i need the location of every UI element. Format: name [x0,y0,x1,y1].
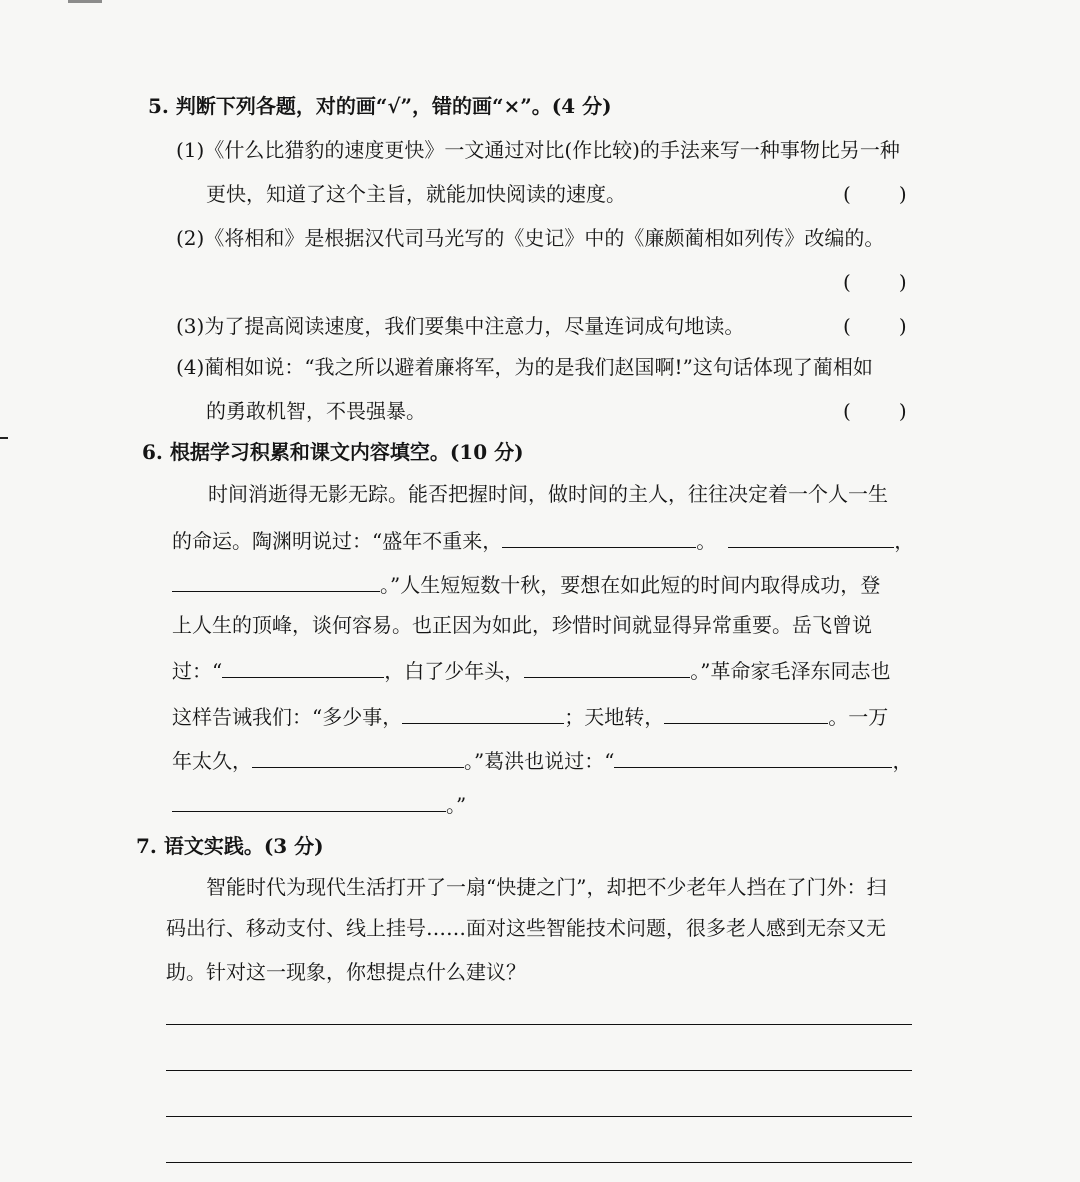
scan-mark-top [68,0,102,3]
fill-blank-1[interactable] [502,525,696,548]
q5-item4-line2: 的勇敢机智，不畏强暴。 [206,399,426,423]
q6-paragraph-line3: 。”人生短短数十秋，要想在如此短的时间内取得成功，登 [172,569,880,599]
fill-blank-9[interactable] [614,745,892,768]
answer-line-4[interactable] [166,1162,912,1163]
q5-item3-line1: (3)为了提高阅读速度，我们要集中注意力，尽量连词成句地读。 [176,314,745,338]
fill-blank-8[interactable] [252,745,464,768]
scan-mark-left [0,437,8,439]
answer-line-2[interactable] [166,1070,912,1071]
fill-blank-4[interactable] [222,655,384,678]
q5-item3-answer-box[interactable]: ( ) [843,314,907,338]
q6-title: 6. 根据学习积累和课文内容填空。(10 分) [142,440,524,464]
fill-blank-5[interactable] [524,655,690,678]
q7-paragraph-line3: 助。针对这一现象，你想提点什么建议？ [166,960,526,984]
answer-line-3[interactable] [166,1116,912,1117]
q6-paragraph-line2: 的命运。陶渊明说过：“盛年不重来， 。 ， [172,525,914,555]
fill-blank-2[interactable] [728,525,894,548]
fill-blank-3[interactable] [172,569,380,592]
q6-paragraph-line7: 年太久， 。”葛洪也说过：“ ， [172,745,912,775]
q5-title: 5. 判断下列各题，对的画“√”，错的画“×”。(4 分) [148,94,612,118]
q5-item1-line1: (1)《什么比猎豹的速度更快》一文通过对比(作比较)的手法来写一种事物比另一种 [176,138,900,162]
fill-blank-10[interactable] [172,789,446,812]
fill-blank-7[interactable] [664,701,828,724]
q6-paragraph-line8: 。” [172,789,466,819]
q6-paragraph-line6: 这样告诫我们：“多少事， ；天地转， 。一万 [172,701,888,731]
q5-item4-answer-box[interactable]: ( ) [843,399,907,423]
q5-item1-answer-box[interactable]: ( ) [843,182,907,206]
fill-blank-6[interactable] [402,701,564,724]
q5-item1-line2: 更快，知道了这个主旨，就能加快阅读的速度。 [206,182,626,206]
answer-line-1[interactable] [166,1024,912,1025]
q6-paragraph-line1: 时间消逝得无影无踪。能否把握时间，做时间的主人，往往决定着一个人一生 [208,482,888,506]
q7-paragraph-line1: 智能时代为现代生活打开了一扇“快捷之门”，却把不少老年人挡在了门外：扫 [206,875,887,899]
q5-item2-answer-box[interactable]: ( ) [843,270,907,294]
q7-paragraph-line2: 码出行、移动支付、线上挂号……面对这些智能技术问题，很多老人感到无奈又无 [166,916,886,940]
q6-paragraph-line5: 过：“ ，白了少年头， 。”革命家毛泽东同志也 [172,655,890,685]
q5-item4-line1: (4)蔺相如说：“我之所以避着廉将军，为的是我们赵国啊!”这句话体现了蔺相如 [176,355,873,379]
q5-item2-line1: (2)《将相和》是根据汉代司马光写的《史记》中的《廉颇蔺相如列传》改编的。 [176,226,885,250]
q7-title: 7. 语文实践。(3 分) [136,834,324,858]
q6-paragraph-line4: 上人生的顶峰，谈何容易。也正因为如此，珍惜时间就显得异常重要。岳飞曾说 [172,613,872,637]
